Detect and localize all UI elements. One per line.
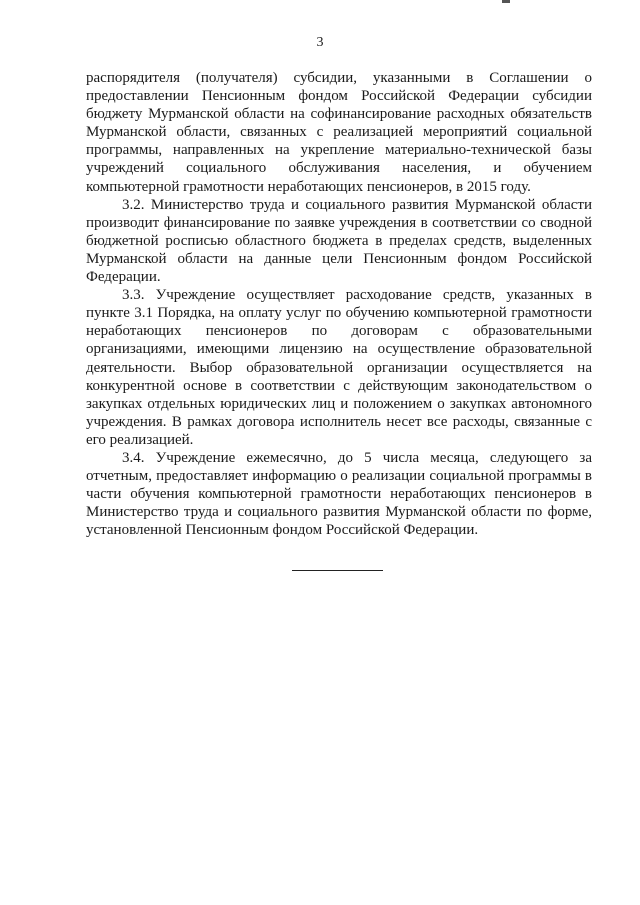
paragraph-3-2: 3.2. Министерство труда и социального развития Мурманской области производит финансирование по заявке учреждения в соответствии со сводной бюджетной росписью областного бюджета в пределах средств, выделенных Мурманской области на данные цели Пенсионным фондом Российской Федерации. bbox=[86, 196, 592, 286]
scan-mark bbox=[502, 0, 510, 3]
paragraph-3-4: 3.4. Учреждение ежемесячно, до 5 числа месяца, следующего за отчетным, предоставляет информацию о реализации социальной программы в части обучения компьютерной грамотности неработающих пенсионеров в Министерство труда и социального развития Мурманской области по форме, установленной Пенсионным фондом Российской Федерации. bbox=[86, 449, 592, 539]
paragraph-continuation: распорядителя (получателя) субсидии, указанными в Соглашении о предоставлении Пенсионным фондом Российской Федерации субсидии бюджету Мурманской области на софинансирование расходных обязательств Мурманской области, связанных с реализацией мероприятий социальной программы, направленных на укрепление материально-технической базы учреждений социального обслуживания населения, и обучением компьютерной грамотности неработающих пенсионеров, в 2015 году. bbox=[86, 70, 592, 195]
paragraph-3-3: 3.3. Учреждение осуществляет расходование средств, указанных в пункте 3.1 Порядка, на оплату услуг по обучению компьютерной грамотности неработающих пенсионеров по договорам с образовательными организациями, имеющими лицензию на осуществление образовательной деятельности. Выбор образовательной организации осуществляется на конкурентной основе в соответствии с действующим законодательством о закупках отдельных юридических лиц и положением о закупках автономного учреждения. В рамках договора исполнитель несет все расходы, связанные с его реализацией. bbox=[86, 287, 592, 448]
document-body bbox=[86, 69, 592, 539]
end-of-text-divider bbox=[292, 570, 383, 571]
page-number: 3 bbox=[316, 35, 324, 50]
